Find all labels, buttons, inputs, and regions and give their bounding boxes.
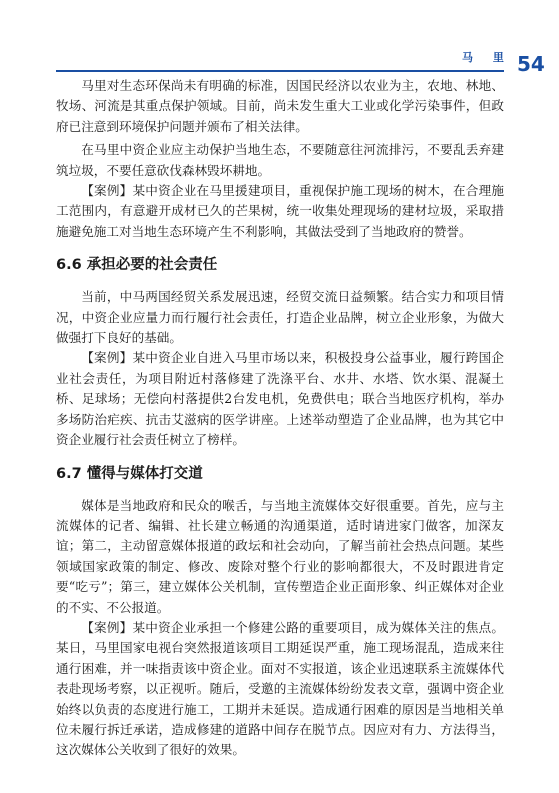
section-heading-6-7: 6.7 懂得与媒体打交道 [56,465,203,482]
paragraph-media-relations: 媒体是当地政府和民众的喉舌，与当地主流媒体交好很重要。首先，应与主流媒体的记者、编辑、社长建立畅通的沟通渠道，适时请进家门做客，加深友谊；第二，主动留意媒体报道的政坛和社会动向，了解当前社会热点问题。某些领域国家政策的制定、修改、废除对整个行业的影响都很大，不及时跟进肯定要“吃亏”；第三，建立媒体公关机制，宣传塑造企业正面形象、纠正媒体对企业的不实、不公报道。 [56,497,504,615]
page-header [0,0,559,80]
header-rule [56,70,504,72]
running-header-country: 马 里 [462,51,512,64]
paragraph-media-case: 【案例】某中资企业承担一个修建公路的重要项目，成为媒体关注的焦点。某日，马里国家电视台突然报道该项目工期延误严重，施工现场混乱，造成来往通行困难，并一味指责该中资企业。面对不实报道，该企业迅速联系主流媒体代表赴现场考察，以正视听。随后，受邀的主流媒体纷纷发表文章，强调中资企业始终以负责的态度进行施工，工期并未延误。造成通行困难的原因是当地相关单位未履行拆迁承诺，造成修建的道路中间存在脱节点。因应对有力、方法得当，这次媒体公关收到了很好的效果。 [56,619,504,758]
paragraph-ecology-case: 【案例】某中资企业在马里援建项目，重视保护施工现场的树木，在合理施工范围内，有意避开成材已久的芒果树，统一收集处理现场的建材垃圾，采取措施避免施工对当地生态环境产生不利影响，其做法受到了当地政府的赞誉。 [56,183,504,239]
paragraph-social-responsibility-case: 【案例】某中资企业自进入马里市场以来，积极投身公益事业，履行跨国企业社会责任，为项目附近村落修建了洗涤平台、水井、水塔、饮水渠、混凝土桥、足球场；无偿向村落提供2台发电机，免费供电；联合当地医疗机构，举办多场防治疟疾、抗击艾滋病的医学讲座。上述举动塑造了企业品牌，也为其它中资企业履行社会责任树立了榜样。 [56,350,504,448]
page-body [56,76,504,761]
paragraph-ecology-standards: 马里对生态环保尚未有明确的标准，因国民经济以农业为主，农地、林地、牧场、河流是其重点保护领域。目前，尚未发生重大工业或化学污染事件，但政府已注意到环境保护问题并颁布了相关法律。 [56,78,504,134]
section-heading-6-6: 6.6 承担必要的社会责任 [56,257,218,274]
paragraph-social-responsibility: 当前，中马两国经贸关系发展迅速，经贸交流日益频繁。结合实力和项目情况，中资企业应量力而行履行社会责任，打造企业品牌，树立企业形象，为做大做强打下良好的基础。 [56,289,504,346]
paragraph-ecology-advice: 在马里中资企业应主动保护当地生态，不要随意往河流排污，不要乱丢弃建筑垃圾，不要任意砍伐森林毁坏耕地。 [56,142,504,178]
page-number: 54 [517,52,545,76]
